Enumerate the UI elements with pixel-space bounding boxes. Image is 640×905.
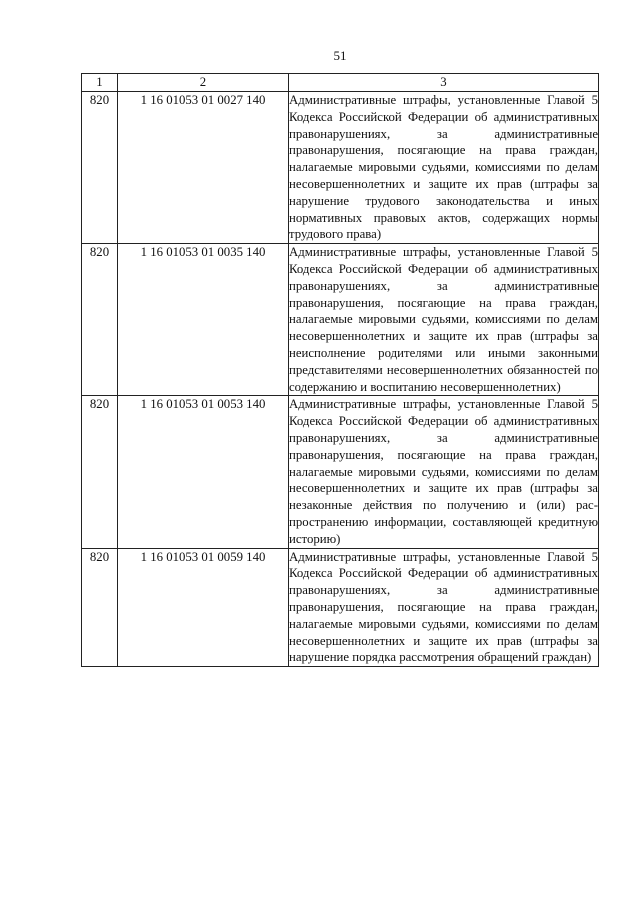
column-header-2: 2 <box>118 74 289 92</box>
admin-code-cell: 820 <box>82 548 118 667</box>
description-cell: Административные штрафы, установленные Главой 5 Кодекса Российской Федерации об административных правонарушениях, за административные правонарушения, посягающие на права граждан, налагаемые мировыми судьями, комиссиями по делам несовершеннолетних и защите их прав (штрафы за нарушение порядка рассмотрения обращений граждан) <box>289 548 599 667</box>
admin-code-cell: 820 <box>82 244 118 396</box>
table-header-row <box>82 74 599 92</box>
admin-code-cell: 820 <box>82 396 118 548</box>
description-cell: Административные штрафы, установленные Главой 5 Кодекса Российской Федерации об административных правонарушениях, за административные правонарушения, посягающие на права граждан, налагаемые мировыми судьями, комиссиями по делам несовершеннолетних и защите их прав (штрафы за незаконные действия по получению и (или) распространению информации, составляющей кредитную историю) <box>289 396 599 548</box>
kbk-code-cell: 1 16 01053 01 0027 140 <box>118 92 289 244</box>
admin-code-cell: 820 <box>82 92 118 244</box>
description-cell: Административные штрафы, установленные Главой 5 Кодекса Российской Федерации об административных правонарушениях, за административные правонарушения, посягающие на права граждан, налагаемые мировыми судьями, комиссиями по делам несовершеннолетних и защите их прав (штрафы за нарушение трудового законодательства и иных нормативных правовых актов, содержащих нормы трудового права) <box>289 92 599 244</box>
column-header-1: 1 <box>82 74 118 92</box>
table-row <box>82 244 599 396</box>
budget-classification-table <box>81 73 599 667</box>
description-cell: Административные штрафы, установленные Главой 5 Кодекса Российской Федерации об административных правонарушениях, за административные правонарушения, посягающие на права граждан, налагаемые мировыми судьями, комиссиями по делам несовершеннолетних и защите их прав (штрафы за неисполнение родителями или иными законными представителями несовершеннолетних обязанностей по содержанию и воспитанию несовершеннолетних) <box>289 244 599 396</box>
kbk-code-cell: 1 16 01053 01 0035 140 <box>118 244 289 396</box>
kbk-code-cell: 1 16 01053 01 0053 140 <box>118 396 289 548</box>
page-number: 51 <box>333 48 347 63</box>
kbk-code-cell: 1 16 01053 01 0059 140 <box>118 548 289 667</box>
table-row <box>82 92 599 244</box>
table-row <box>82 548 599 667</box>
column-header-3: 3 <box>289 74 599 92</box>
table-row <box>82 396 599 548</box>
